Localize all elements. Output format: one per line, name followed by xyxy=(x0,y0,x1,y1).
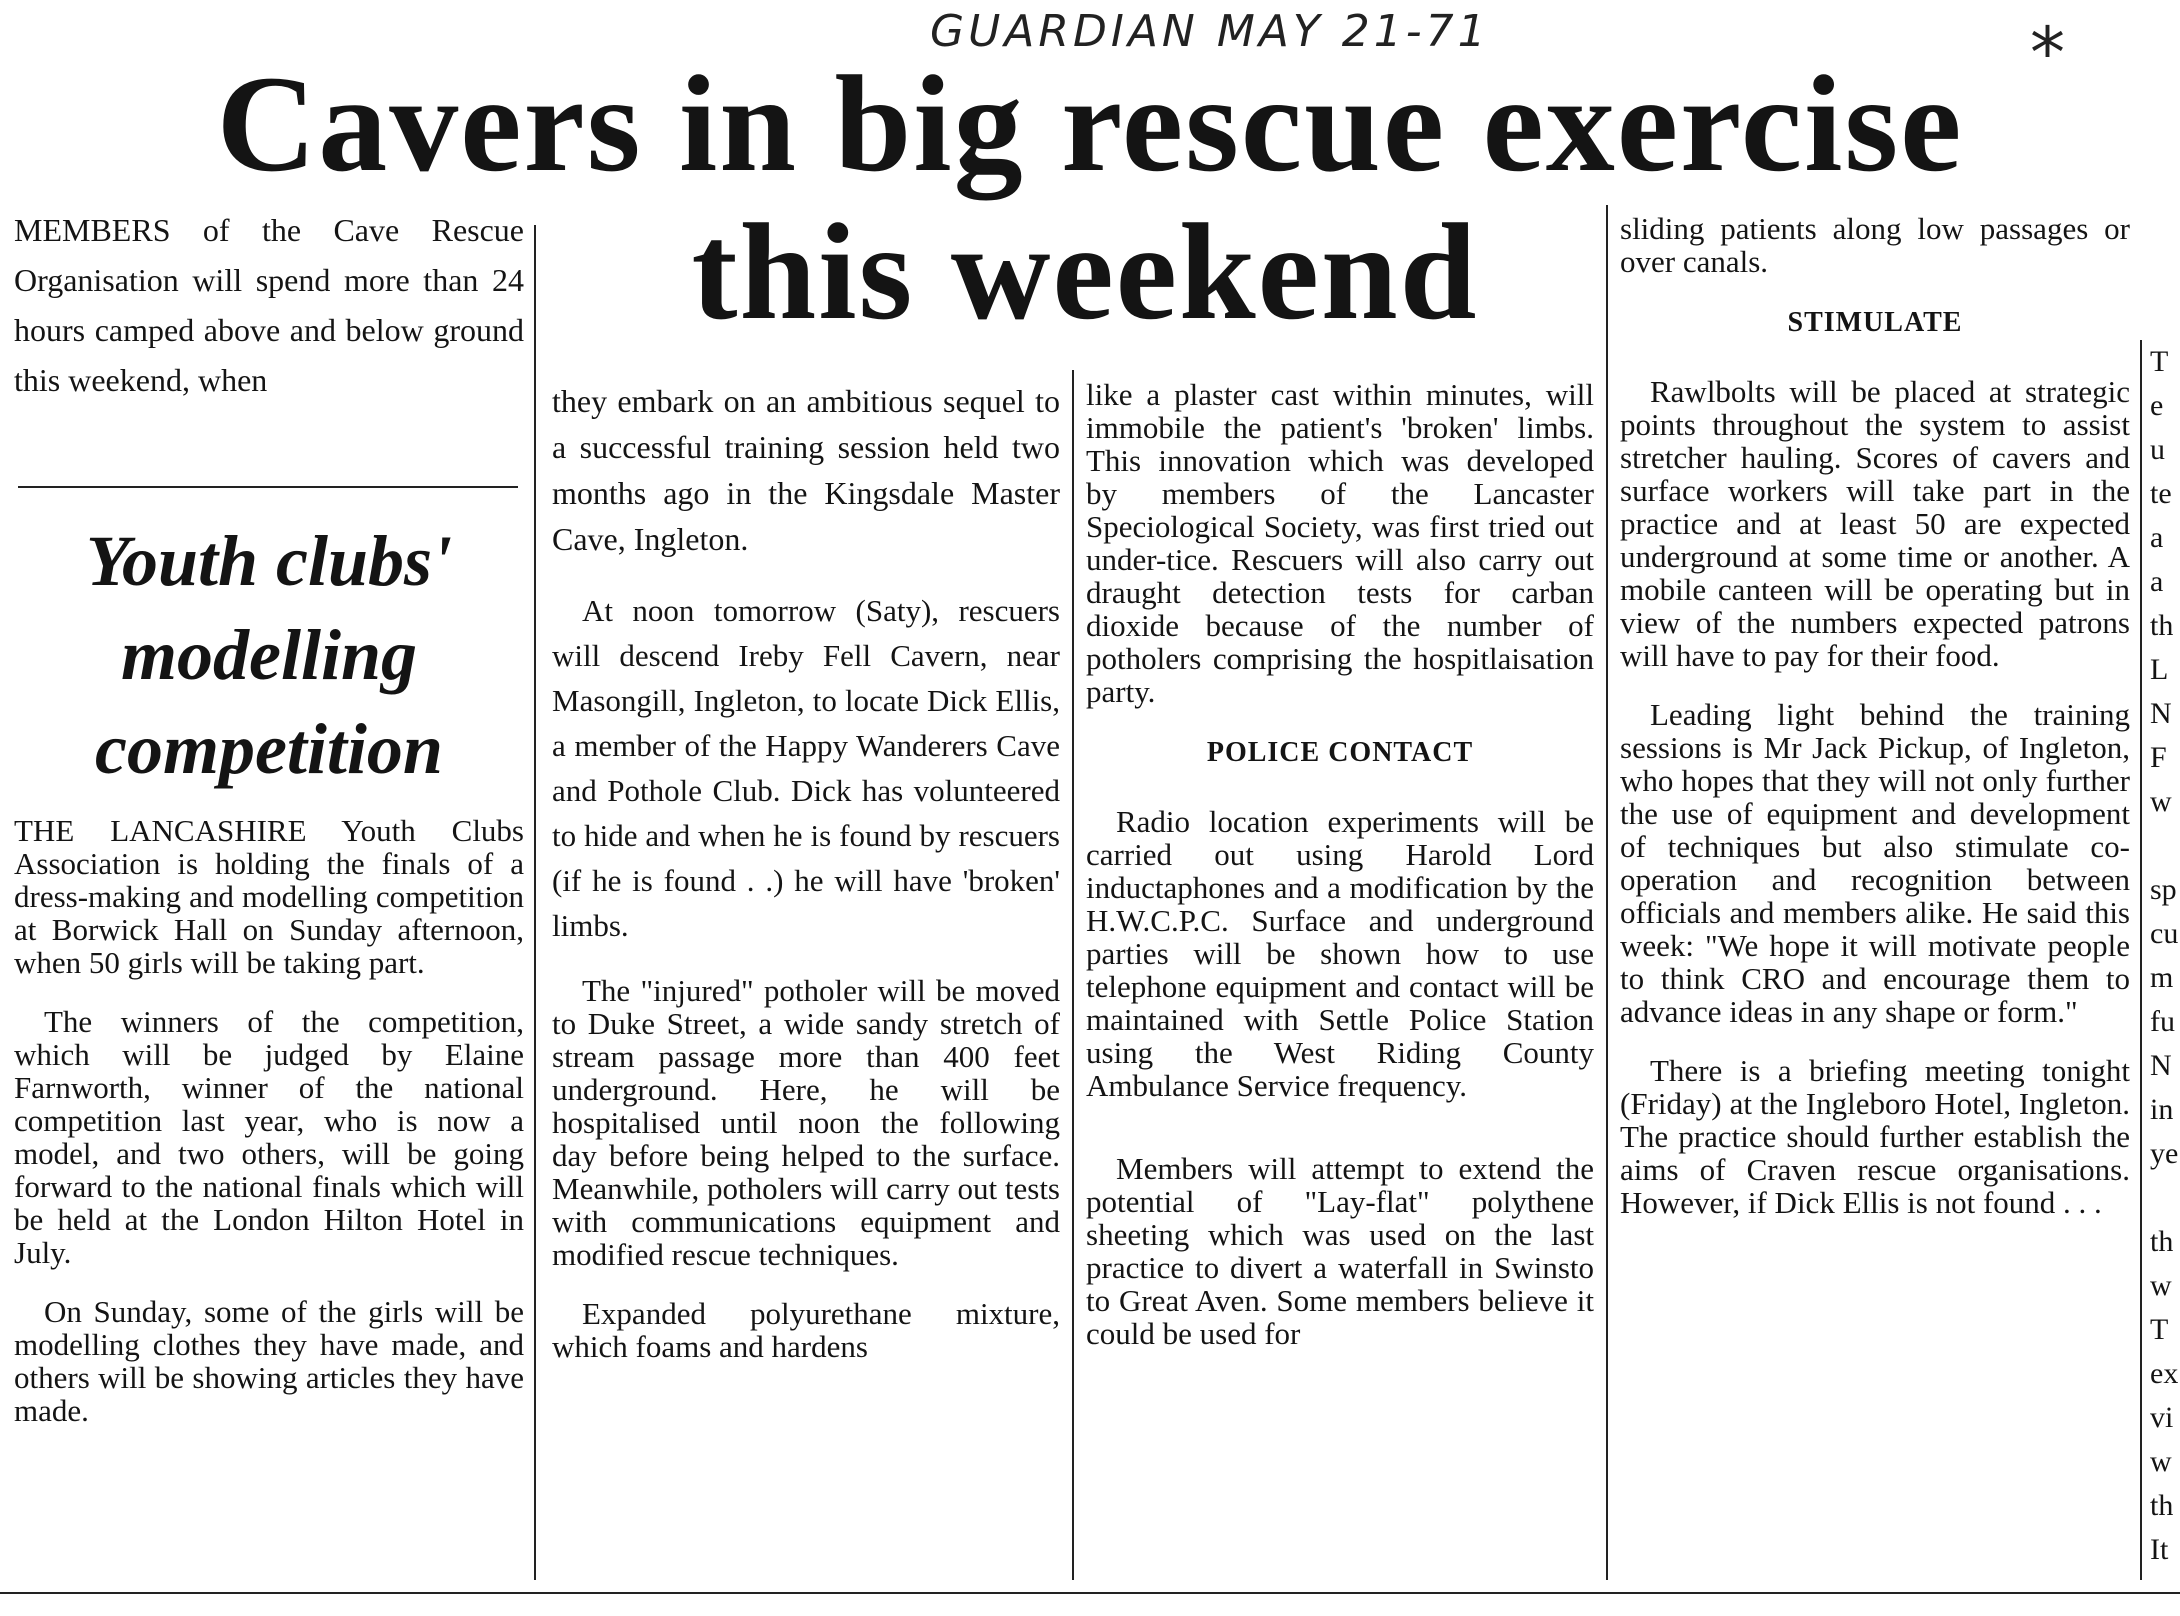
fragment: a xyxy=(2150,565,2164,598)
subhead-line-1: Youth clubs' xyxy=(85,521,453,601)
column-2 xyxy=(552,378,1060,1389)
crosshead-stimulate: STIMULATE xyxy=(1787,307,1963,338)
fragment xyxy=(2150,1176,2180,1220)
col3-paragraph-1: like a plaster cast within minutes, will immobile the patient's 'broken' limbs. This innovation which was developed by members of the Lancaster Speciological Society, was first tried out under-tice. Rescuers will also carry out draught detection tests for carban dioxide because of the number of potholers comprising the hospitlaisation party. xyxy=(1086,377,1594,709)
section-divider xyxy=(18,486,518,488)
fragment: F xyxy=(2150,741,2167,774)
col4-paragraph-2: Rawlbolts will be placed at strategic points throughout the system to assist stretcher hauling. Scores of cavers and surface workers will take part in the practice and at least 50 are expected underground at some time or another. A mobile canteen will be operating but in view of the numbers expected patrons will have to pay for their food. xyxy=(1620,374,2130,673)
fragment: T xyxy=(2150,1313,2169,1346)
column-rule-1 xyxy=(534,225,536,1580)
handwritten-date-note: GUARDIAN MAY 21-71 xyxy=(930,6,1490,57)
headline-second-line xyxy=(560,195,1610,348)
bottom-edge-rule xyxy=(0,1592,2180,1594)
headline xyxy=(100,47,2080,200)
fragment: ye xyxy=(2150,1137,2179,1170)
fragment: sp xyxy=(2150,873,2177,906)
headline-line-1: Cavers in big rescue exercise xyxy=(216,47,1964,200)
handwritten-star-mark: * xyxy=(2030,12,2065,94)
fragment: th xyxy=(2150,1489,2174,1522)
column-rule-3 xyxy=(1606,205,1608,1580)
column-1 xyxy=(14,205,524,435)
col2-paragraph-2: At noon tomorrow (Saty), rescuers will descend Ireby Fell Cavern, near Masongill, Ingleton, to locate Dick Ellis, a member of the Happy Wanderers Cave and Pothole Club. Dick has volunteered to hide and when he is found by rescuers (if he is found . .) he will have 'broken' limbs. xyxy=(552,593,1060,943)
col3-paragraph-3: Members will attempt to extend the potential of "Lay-flat" polythene sheeting which was used on the last practice to divert a waterfall in Swinsto to Great Aven. Some members believe it could be used for xyxy=(1086,1151,1594,1351)
col2-paragraph-1: they embark on an ambitious sequel to a successful training session held two months ago in the Kingsdale Master Cave, Ingleton. xyxy=(552,383,1060,557)
column-rule-2 xyxy=(1072,370,1074,1580)
fragment: w xyxy=(2150,1269,2172,1302)
subhead-line-3: competition xyxy=(95,709,443,789)
fragment: te xyxy=(2150,477,2172,510)
youth-paragraph-2: The winners of the competition, which will be judged by Elaine Farnworth, winner of the national competition last year, who is now a model, and two others, will be going forward to the national finals which will be held at the London Hilton Hotel in July. xyxy=(14,1004,524,1270)
intro-paragraph: MEMBERS of the Cave Rescue Organisation will spend more than 24 hours camped above and below ground this weekend, when xyxy=(14,212,524,398)
fragment: N xyxy=(2150,697,2172,730)
fragment: m xyxy=(2150,961,2174,994)
fragment: in xyxy=(2150,1093,2174,1126)
youth-paragraph-3: On Sunday, some of the girls will be modelling clothes they have made, and others will be showing articles they have made. xyxy=(14,1294,524,1428)
col4-paragraph-3: Leading light behind the training sessions is Mr Jack Pickup, of Ingleton, who hopes that they will not only further the use of equipment and development of techniques but also stimulate co-operation and recognition between officials and members alike. He said this week: "We hope it will motivate people to think CRO and encourage them to advance ideas in any shape or form." xyxy=(1620,697,2130,1029)
fragment: w xyxy=(2150,785,2172,818)
youth-clubs-article xyxy=(14,500,524,1453)
column-rule-4 xyxy=(2140,340,2142,1580)
fragment xyxy=(2150,824,2180,868)
crosshead-police-contact: POLICE CONTACT xyxy=(1206,737,1474,768)
fragment: th xyxy=(2150,609,2174,642)
fragment: th xyxy=(2150,1225,2174,1258)
fragment: e xyxy=(2150,389,2164,422)
column-5-cut-off xyxy=(2150,340,2180,1572)
fragment: cu xyxy=(2150,917,2179,950)
subhead-youth-clubs xyxy=(14,514,524,796)
headline-line-2: this weekend xyxy=(691,195,1479,348)
col3-paragraph-2: Radio location experiments will be carried out using Harold Lord inductaphones and a modification by the H.W.C.P.C. Surface and underground parties will be shown how to use telephone equipment and contact will be maintained with Settle Police Station using the West Riding County Ambulance Service frequency. xyxy=(1086,804,1594,1103)
fragment: T xyxy=(2150,345,2169,378)
youth-paragraph-1: THE LANCASHIRE Youth Clubs Association is holding the finals of a dress-making and modelling competition at Borwick Hall on Sunday afternoon, when 50 girls will be taking part. xyxy=(14,813,524,980)
subhead-line-2: modelling xyxy=(120,615,417,695)
col4-paragraph-1: sliding patients along low passages or over canals. xyxy=(1620,211,2130,279)
fragment: w xyxy=(2150,1445,2172,1478)
col4-paragraph-4: There is a briefing meeting tonight (Friday) at the Ingleboro Hotel, Ingleton. The practice should further establish the aims of Craven rescue organisations. However, if Dick Ellis is not found . . . xyxy=(1620,1053,2130,1220)
column-3 xyxy=(1086,378,1594,1376)
fragment: vi xyxy=(2150,1401,2174,1434)
col2-paragraph-4: Expanded polyurethane mixture, which foams and hardens xyxy=(552,1296,1060,1364)
fragment: ex xyxy=(2150,1357,2179,1390)
fragment: L xyxy=(2150,653,2169,686)
col2-paragraph-3: The "injured" potholer will be moved to Duke Street, a wide sandy stretch of stream passage more than 400 feet underground. Here, he will be hospitalised until noon the following day before being helped to the surface. Meanwhile, potholers will carry out tests with communications equipment and modified rescue techniques. xyxy=(552,973,1060,1272)
fragment: It xyxy=(2150,1533,2169,1566)
column-4 xyxy=(1620,212,2130,1245)
fragment: fu xyxy=(2150,1005,2175,1038)
fragment: N xyxy=(2150,1049,2172,1082)
fragment: u xyxy=(2150,433,2165,466)
fragment: a xyxy=(2150,521,2164,554)
